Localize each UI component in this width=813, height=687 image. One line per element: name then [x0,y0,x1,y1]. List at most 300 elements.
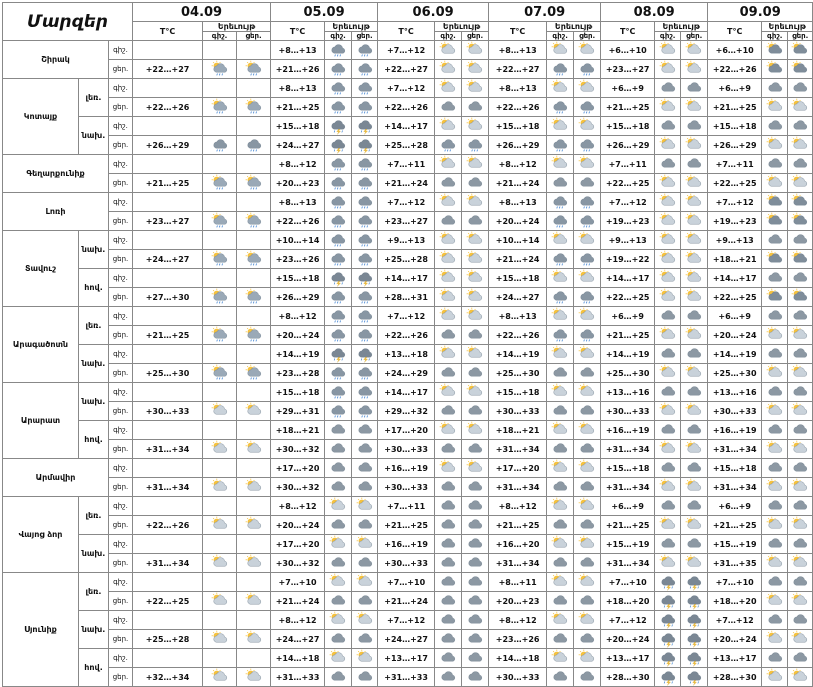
weather-icon-day [681,611,708,630]
cloud-icon [766,383,784,401]
temperature-range: +29…+31 [271,402,325,421]
sun-cloud-icon [791,516,809,534]
cloud-icon [578,364,596,382]
region-column-title: Մարզեր [3,3,133,41]
weather-icon-day [681,345,708,364]
sun-cloud-icon [466,307,484,325]
cloud-icon [551,592,569,610]
weather-icon-night [762,364,788,383]
sun-cloud-icon [439,60,457,78]
weather-icon-day [574,212,601,231]
day-header: ցեր. [574,32,601,41]
region-name: Լոռի [3,193,109,231]
temperature-range: +7…+12 [378,193,435,212]
weather-icon-night [325,649,352,668]
cloud-icon [578,440,596,458]
weather-icon-day [462,592,489,611]
cloud-icon [329,459,347,477]
sun-cloud-rain-icon [211,288,229,306]
cloud-icon [439,535,457,553]
table-row [3,364,813,383]
time-of-day-label: գիշ. [109,497,133,516]
weather-icon-day [237,459,271,478]
date-header: 04.09 [133,3,271,22]
temperature-range: +8…+13 [489,41,547,60]
sun-cloud-icon [659,231,677,249]
sun-cloud-icon [766,592,784,610]
temperature-range: +22…+25 [601,174,655,193]
temperature-range: +21…+24 [378,592,435,611]
temperature-range: +15…+18 [271,383,325,402]
sun-cloud-rain-icon [211,174,229,192]
sun-cloud-icon [659,440,677,458]
weather-icon-day [462,212,489,231]
weather-icon-night [547,193,574,212]
weather-icon-day [681,231,708,250]
cloud-icon [766,269,784,287]
temperature-range: +30…+33 [133,402,203,421]
temperature-range: +25…+30 [708,364,762,383]
temperature-range: +14…+17 [708,269,762,288]
cloud-rain-icon [356,79,374,97]
cloud-icon [466,573,484,591]
sun-cloud-icon [659,402,677,420]
subregion-name: լեռ. [79,573,109,611]
sun-cloud-icon [791,630,809,648]
cloud-rain-icon [439,136,457,154]
cloud-icon [578,516,596,534]
sun-cloud-icon [659,212,677,230]
sun-cloud-icon [551,649,569,667]
weather-icon-day [574,155,601,174]
temperature-range: +9…+13 [708,231,762,250]
temperature-range: +30…+33 [378,478,435,497]
weather-icon-night [325,269,352,288]
temperature-header: T°C [378,22,435,41]
weather-icon-day [681,630,708,649]
temperature-range: +18…+21 [271,421,325,440]
time-of-day-label: ցեր. [109,364,133,383]
weather-icon-day [462,98,489,117]
temperature-range: +24…+27 [489,288,547,307]
sun-cloud-icon [578,573,596,591]
subregion-name: լեռ. [79,307,109,345]
cloud-icon [466,497,484,515]
time-of-day-label: ցեր. [109,288,133,307]
weather-icon-day [352,60,378,79]
sun-cloud-icon [766,364,784,382]
weather-icon-night [655,459,681,478]
table-row [3,345,813,364]
temperature-range [133,459,203,478]
sun-cloud-icon [551,421,569,439]
night-header: գիշ. [547,32,574,41]
sun-cloud-icon [766,630,784,648]
sun-cloud-icon [329,649,347,667]
weather-icon-day [352,193,378,212]
cloud-storm-icon [329,117,347,135]
table-row [3,212,813,231]
weather-icon-day [237,155,271,174]
weather-icon-day [788,117,813,136]
temperature-range: +20…+24 [601,630,655,649]
weather-icon-night [325,193,352,212]
cloud-rain-icon [329,193,347,211]
weather-icon-night [655,364,681,383]
weather-icon-day [681,155,708,174]
temperature-range: +7…+11 [601,155,655,174]
weather-icon-day [681,364,708,383]
temperature-range: +21…+25 [601,326,655,345]
weather-icon-day [462,60,489,79]
time-of-day-label: ցեր. [109,250,133,269]
temperature-range: +7…+12 [378,41,435,60]
weather-icon-night [655,193,681,212]
time-of-day-label: գիշ. [109,155,133,174]
weather-icon-day [237,497,271,516]
temperature-range [133,649,203,668]
cloud-icon [766,459,784,477]
temperature-range: +17…+20 [489,459,547,478]
weather-icon-day [352,174,378,193]
region-name: Արարատ [3,383,79,459]
cloud-icon [791,231,809,249]
table-row [3,60,813,79]
sun-cloud-icon [551,155,569,173]
temperature-range: +17…+20 [271,535,325,554]
weather-icon-night [547,231,574,250]
weather-icon-night [435,136,462,155]
sun-cloud-icon [685,174,703,192]
cloud-sun-icon [766,41,784,59]
temperature-range: +25…+30 [601,364,655,383]
temperature-range: +14…+18 [489,649,547,668]
weather-icon-day [681,383,708,402]
cloud-rain-icon [551,288,569,306]
weather-icon-night [547,269,574,288]
temperature-range [133,231,203,250]
subregion-name: լեռ. [79,79,109,117]
weather-icon-night [547,573,574,592]
cloud-icon [791,497,809,515]
weather-icon-night [547,554,574,573]
cloud-sun-icon [791,250,809,268]
temperature-range: +8…+13 [489,307,547,326]
cloud-icon [439,98,457,116]
sun-cloud-rain-icon [245,326,263,344]
table-row [3,649,813,668]
weather-icon-night [325,98,352,117]
cloud-storm-icon [659,592,677,610]
weather-icon-day [574,117,601,136]
temperature-range: +31…+34 [133,554,203,573]
cloud-icon [466,630,484,648]
sun-cloud-icon [245,402,263,420]
sun-cloud-icon [245,630,263,648]
cloud-rain-icon [356,174,374,192]
sun-cloud-rain-icon [245,98,263,116]
weather-icon-night [762,79,788,98]
weather-icon-day [574,231,601,250]
sun-cloud-icon [211,440,229,458]
sun-cloud-icon [329,535,347,553]
weather-icon-night [655,402,681,421]
temperature-range: +22…+26 [708,60,762,79]
table-row [3,288,813,307]
temperature-range: +21…+25 [601,98,655,117]
temperature-range: +8…+12 [271,611,325,630]
temperature-range: +31…+34 [708,478,762,497]
weather-icon-night [325,573,352,592]
sun-cloud-rain-icon [211,60,229,78]
table-row [3,668,813,687]
weather-icon-day [237,98,271,117]
weather-icon-day [788,345,813,364]
temperature-range: +19…+22 [601,250,655,269]
weather-icon-day [462,649,489,668]
weather-icon-day [681,60,708,79]
weather-icon-night [435,611,462,630]
sun-cloud-icon [791,136,809,154]
table-row [3,155,813,174]
temperature-range: +19…+23 [708,212,762,231]
temperature-range: +7…+10 [378,573,435,592]
sun-cloud-icon [551,459,569,477]
weather-icon-day [462,364,489,383]
cloud-rain-icon [356,41,374,59]
weather-icon-day [237,231,271,250]
cloud-icon [439,326,457,344]
cloud-icon [766,345,784,363]
cloud-icon [685,307,703,325]
weather-icon-night [655,478,681,497]
temperature-range: +28…+31 [378,288,435,307]
temperature-range: +31…+34 [133,440,203,459]
sun-cloud-icon [766,98,784,116]
weather-icon-day [352,345,378,364]
weather-icon-night [435,212,462,231]
table-row [3,79,813,98]
weather-icon-day [237,421,271,440]
weather-icon-day [681,174,708,193]
sun-cloud-rain-icon [245,212,263,230]
weather-icon-night [547,364,574,383]
sun-cloud-icon [356,573,374,591]
weather-icon-night [203,554,237,573]
weather-icon-night [762,478,788,497]
weather-icon-day [574,630,601,649]
weather-icon-night [435,402,462,421]
temperature-range: +23…+28 [271,364,325,383]
cloud-icon [551,174,569,192]
cloud-icon [329,592,347,610]
sun-cloud-icon [211,630,229,648]
cloud-rain-icon [329,288,347,306]
weather-icon-night [435,155,462,174]
weather-icon-day [237,250,271,269]
cloud-rain-icon [578,326,596,344]
region-name: Սյունիք [3,573,79,687]
weather-icon-day [788,668,813,687]
weather-icon-night [762,307,788,326]
time-of-day-label: գիշ. [109,79,133,98]
table-row [3,193,813,212]
time-of-day-label: գիշ. [109,345,133,364]
weather-icon-day [788,535,813,554]
weather-icon-night [203,98,237,117]
cloud-sun-icon [766,288,784,306]
temperature-range: +15…+18 [489,117,547,136]
temperature-range [133,79,203,98]
sun-cloud-icon [551,383,569,401]
temperature-range: +24…+27 [271,630,325,649]
cloud-icon [766,307,784,325]
weather-icon-night [325,117,352,136]
temperature-range: +25…+30 [133,364,203,383]
weather-icon-night [203,383,237,402]
temperature-range: +26…+29 [601,136,655,155]
cloud-icon [659,497,677,515]
cloud-storm-icon [659,611,677,629]
temperature-range: +21…+24 [489,250,547,269]
cloud-rain-icon [329,60,347,78]
sun-cloud-icon [439,41,457,59]
sun-cloud-icon [685,231,703,249]
weather-icon-day [574,136,601,155]
cloud-sun-icon [791,193,809,211]
sun-cloud-icon [791,440,809,458]
sun-cloud-icon [685,478,703,496]
weather-icon-night [203,79,237,98]
cloud-icon [791,117,809,135]
cloud-rain-icon [356,231,374,249]
weather-icon-day [462,174,489,193]
sun-cloud-icon [685,98,703,116]
temperature-range: +16…+20 [489,535,547,554]
weather-icon-day [574,402,601,421]
sun-cloud-icon [439,193,457,211]
weather-icon-day [574,668,601,687]
time-of-day-label: ցեր. [109,98,133,117]
sun-cloud-icon [439,307,457,325]
cloud-icon [659,79,677,97]
weather-icon-day [788,60,813,79]
weather-icon-day [352,250,378,269]
sun-cloud-icon [659,326,677,344]
sun-cloud-icon [211,668,229,686]
weather-icon-night [655,630,681,649]
time-of-day-label: ցեր. [109,668,133,687]
temperature-range: +8…+12 [271,155,325,174]
sun-cloud-icon [766,668,784,686]
temperature-range: +30…+32 [271,478,325,497]
time-of-day-label: ցեր. [109,136,133,155]
weather-icon-night [435,326,462,345]
cloud-icon [439,573,457,591]
cloud-rain-icon [551,193,569,211]
cloud-rain-icon [578,98,596,116]
weather-icon-night [325,288,352,307]
weather-icon-night [435,193,462,212]
date-header: 09.09 [708,3,813,22]
sun-cloud-icon [466,459,484,477]
cloud-icon [466,98,484,116]
cloud-icon [466,402,484,420]
weather-icon-night [203,136,237,155]
temperature-range: +8…+13 [489,193,547,212]
weather-icon-day [237,630,271,649]
weather-icon-night [655,307,681,326]
weather-icon-day [352,459,378,478]
temperature-range: +8…+12 [489,497,547,516]
temperature-range: +22…+27 [133,60,203,79]
weather-icon-night [655,79,681,98]
sun-cloud-rain-icon [245,60,263,78]
weather-icon-night [762,535,788,554]
temperature-range: +7…+10 [271,573,325,592]
cloud-rain-icon [551,326,569,344]
sun-cloud-icon [466,193,484,211]
temperature-range: +13…+17 [378,649,435,668]
sun-cloud-icon [791,174,809,192]
weather-icon-night [325,231,352,250]
weather-icon-day [681,136,708,155]
temperature-range: +14…+19 [271,345,325,364]
cloud-icon [439,649,457,667]
temperature-range: +7…+10 [601,573,655,592]
weather-icon-night [762,117,788,136]
cloud-icon [356,478,374,496]
cloud-rain-icon [356,193,374,211]
sun-cloud-rain-icon [245,174,263,192]
weather-icon-day [352,269,378,288]
table-row [3,402,813,421]
cloud-rain-icon [329,231,347,249]
time-of-day-label: ցեր. [109,60,133,79]
temperature-range: +29…+32 [378,402,435,421]
weather-icon-day [788,554,813,573]
weather-icon-day [462,630,489,649]
weather-icon-day [352,136,378,155]
cloud-icon [766,117,784,135]
weather-icon-night [655,611,681,630]
weather-icon-night [762,174,788,193]
weather-icon-day [352,307,378,326]
weather-icon-night [655,117,681,136]
weather-icon-day [352,421,378,440]
cloud-storm-icon [685,668,703,686]
sun-cloud-icon [439,269,457,287]
weather-icon-night [203,155,237,174]
cloud-rain-icon [356,212,374,230]
cloud-icon [356,421,374,439]
weather-icon-night [435,60,462,79]
region-name: Արմավիր [3,459,109,497]
weather-icon-night [203,288,237,307]
temperature-range: +22…+26 [489,98,547,117]
weather-icon-day [352,117,378,136]
weather-icon-day [462,383,489,402]
cloud-storm-icon [356,345,374,363]
weather-icon-day [788,155,813,174]
weather-icon-day [462,79,489,98]
weather-icon-day [462,402,489,421]
sun-cloud-icon [551,345,569,363]
sun-cloud-icon [211,478,229,496]
phenomenon-header: Երեւույթ [325,22,378,32]
weather-icon-night [325,174,352,193]
sun-cloud-icon [578,535,596,553]
